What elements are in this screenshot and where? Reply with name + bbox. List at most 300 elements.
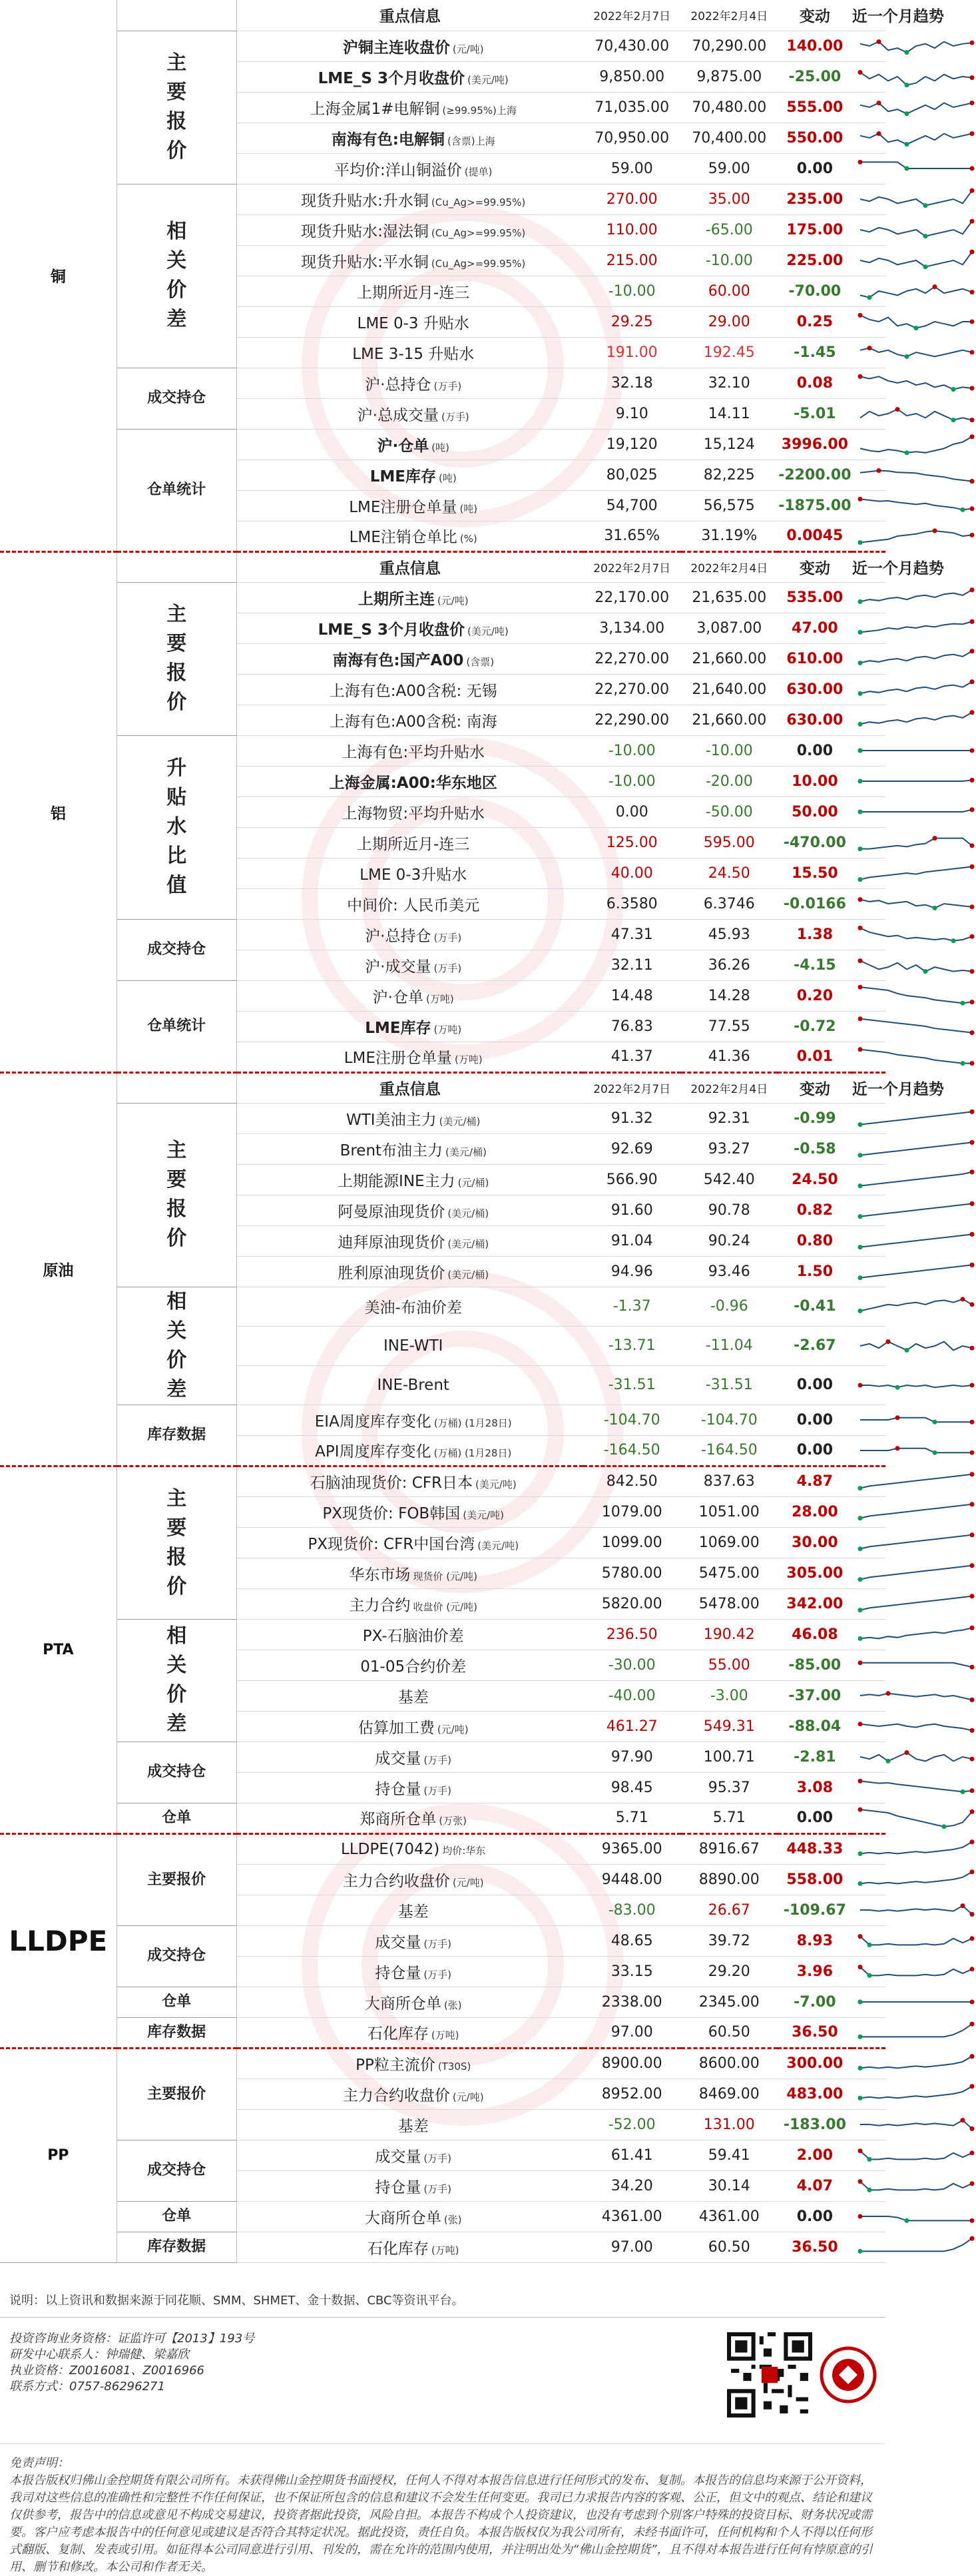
row-label [236,1925,583,1956]
change-value: 175.00 [778,214,852,245]
trend-cell [852,1680,885,1711]
header-date-2: 2022年2月4日 [681,0,778,31]
change-value: 342.00 [778,1588,852,1619]
data-row [0,368,885,398]
value-date-2: 4361.00 [681,2201,778,2232]
trend-high-marker [857,1722,862,1726]
trend-line [860,621,972,632]
group-name [117,1287,236,1405]
trend-line [860,2056,972,2068]
trend-line [860,437,972,453]
trend-sparkline [856,1652,976,1678]
value-date-2: 39.72 [681,1925,778,1956]
trend-low-marker [857,2065,862,2070]
row-label [236,1164,583,1195]
value-date-2: 59.00 [681,153,778,184]
trend-cell [852,1466,885,1496]
trend-last-marker [969,807,974,812]
value-date-2: 29.00 [681,306,778,337]
group-name-char: 报 [166,1197,187,1221]
trend-last-marker [969,934,974,939]
value-date-1: 6.3580 [583,888,681,919]
trend-last-marker [969,778,974,783]
row-label-name: WTI美油主力 [346,1111,437,1129]
trend-low-marker [904,1347,909,1352]
change-value: 0.00 [778,153,852,184]
row-label-name: 现货升贴水:升水铜 [301,192,429,210]
data-row [0,2140,885,2170]
row-label-unit: (万吨) [431,2244,459,2256]
row-label [236,61,583,92]
trend-high-marker [960,2118,965,2122]
row-label-name: 南海有色:国产A00 [332,651,464,669]
value-date-2: -104.70 [681,1405,778,1435]
trend-last-marker [969,1169,974,1174]
row-label-name: LME_S 3个月收盘价 [318,621,465,639]
trend-low-marker [857,661,862,665]
trend-cell [852,1225,885,1256]
row-label-unit: (万吨) [431,2029,459,2041]
trend-low-marker [857,630,862,635]
row-label-name: 华东市场 [349,1566,411,1584]
value-date-1: 3,134.00 [583,613,681,643]
trend-low-marker [857,1881,862,1886]
change-value: -2.67 [778,1326,852,1365]
value-date-2: 15,124 [681,429,778,460]
trend-line [860,1203,972,1216]
trend-low-marker [857,749,862,753]
trend-sparkline [856,860,976,886]
trend-low-marker [857,691,862,696]
row-label-unit: (张) [443,1999,462,2011]
trend-high-marker [857,497,862,501]
change-value: 10.00 [778,766,852,797]
value-date-1: 9,850.00 [583,61,681,92]
trend-cell [852,1326,885,1365]
trend-last-marker [969,587,974,592]
row-label [236,1133,583,1164]
value-date-2: 60.00 [681,276,778,306]
trend-sparkline [856,1958,976,1985]
row-label-name: 迪拜原油现货价 [338,1233,445,1251]
row-label-name: INE-WTI [383,1337,443,1355]
trend-low-marker [857,2096,862,2100]
row-label-unit: (万手) [441,410,469,423]
value-date-1: -83.00 [583,1895,681,1925]
value-date-2: -10.00 [681,245,778,276]
row-label-name: 上海物贸:平均升贴水 [342,805,485,822]
trend-sparkline [856,645,976,672]
group-name [117,1103,236,1287]
trend-sparkline [856,707,976,733]
value-date-1: 5780.00 [583,1558,681,1588]
change-value: 558.00 [778,1864,852,1895]
value-date-2: -31.51 [681,1365,778,1405]
row-label [236,1650,583,1680]
value-date-1: -13.71 [583,1326,681,1365]
change-value: -183.00 [778,2109,852,2140]
trend-last-marker [969,1698,974,1702]
trend-last-marker [969,1061,974,1066]
row-label [236,306,583,337]
header-name: 重点信息 [236,551,583,582]
data-row [0,1287,885,1326]
data-row [0,1619,885,1650]
header-date-2: 2022年2月4日 [681,551,778,582]
value-date-2: 93.27 [681,1133,778,1164]
row-label [236,1742,583,1772]
trend-line [860,1142,972,1155]
section-name: 原油 [0,1072,117,1466]
row-label [236,888,583,919]
trend-cell [852,1527,885,1558]
change-value: 15.50 [778,858,852,888]
change-value: -1.45 [778,337,852,368]
row-label-name: PX-石脑油价差 [362,1627,464,1645]
group-name-char: 价 [166,1348,187,1372]
group-name [117,31,236,184]
trend-low-marker [885,1759,890,1764]
row-label-name: API周度库存变化 [315,1443,431,1460]
value-date-1: 41.37 [583,1042,681,1072]
trend-sparkline [856,1744,976,1770]
row-label-unit: (含票)上海 [447,135,495,147]
row-label [236,1711,583,1742]
row-label [236,1956,583,1987]
value-date-2: 36.26 [681,950,778,980]
row-label [236,1103,583,1133]
trend-sparkline [856,1166,976,1193]
row-label-name: LME注册仓单量 [349,498,457,516]
trend-low-marker [960,1061,965,1066]
value-date-1: 14.48 [583,980,681,1011]
trend-low-marker [857,1122,862,1127]
row-label-unit: (≥99.95%)上海 [442,104,517,117]
change-value: 610.00 [778,643,852,674]
value-date-2: 92.31 [681,1103,778,1133]
row-label-name: 上期所主连 [358,590,435,608]
trend-high-marker [960,1903,965,1908]
row-label [236,123,583,153]
trend-line [860,1937,972,1945]
group-name-char: 价 [166,1683,187,1706]
trend-cell [852,1833,885,1864]
trend-cell [852,1365,885,1405]
row-label-name: 上期所近月-连三 [357,284,470,302]
value-date-2: 595.00 [681,827,778,858]
row-label [236,766,583,797]
row-label-name: PX现货价: CFR中国台湾 [308,1535,475,1553]
value-date-1: 22,270.00 [583,643,681,674]
trend-last-marker [969,1000,974,1004]
trend-low-marker [857,779,862,784]
trend-cell [852,1772,885,1803]
value-date-2: 60.50 [681,2017,778,2048]
trend-cell [852,797,885,827]
value-date-1: 97.00 [583,2017,681,2048]
group-name: 主要报价 [117,1833,236,1925]
row-label-unit: (万手) [423,1754,452,1766]
row-label [236,705,583,735]
row-label-name: 沪·仓单 [377,437,429,455]
value-date-2: 8916.67 [681,1833,778,1864]
row-label-unit: (吨) [438,472,457,484]
trend-low-marker [867,1973,871,1978]
value-date-1: 29.25 [583,306,681,337]
trend-sparkline [856,615,976,641]
trend-high-marker [857,160,862,164]
row-label [236,1011,583,1042]
trend-sparkline [856,1258,976,1285]
row-label [236,2109,583,2140]
value-date-1: 34.20 [583,2170,681,2201]
trend-low-marker [867,295,871,300]
row-label-name: 石化库存 [367,2240,429,2258]
trend-line [860,1694,972,1700]
row-label [236,1326,583,1365]
trend-sparkline [856,2051,976,2077]
trend-last-marker [969,386,974,391]
trend-line [860,410,972,420]
value-date-2: -20.00 [681,766,778,797]
section-name: PTA [0,1466,117,1833]
change-value: 0.00 [778,2201,852,2232]
group-name-char: 主 [166,603,187,626]
trend-sparkline [856,1333,976,1359]
trend-cell [852,827,885,858]
change-value: 0.00 [778,735,852,766]
trend-high-marker [904,1750,909,1755]
change-value: 0.00 [778,1435,852,1466]
trend-sparkline [856,1989,976,2015]
data-row [0,2201,885,2232]
trend-cell [852,184,885,214]
row-label-unit: (万吨) [433,1023,462,1036]
trend-high-marker [932,836,937,840]
row-label-name: 平均价:洋山铜溢价 [334,161,462,179]
row-label [236,276,583,306]
trend-high-marker [857,374,862,379]
data-row [0,429,885,460]
group-name [117,184,236,368]
row-label [236,245,583,276]
trend-cell [852,490,885,521]
trend-cell [852,123,885,153]
trend-low-marker [857,1636,862,1641]
trend-last-marker [969,749,974,753]
change-value: -0.41 [778,1287,852,1326]
trend-line [860,1265,972,1277]
trend-line [860,499,972,509]
trend-cell [852,1405,885,1435]
trend-cell [852,1195,885,1225]
value-date-1: 22,290.00 [583,705,681,735]
trend-high-marker [932,528,937,533]
value-date-2: 24.50 [681,858,778,888]
trend-line [860,1049,972,1063]
row-label [236,1225,583,1256]
trend-cell [852,858,885,888]
row-label-name: 01-05合约价差 [360,1658,467,1676]
row-label-name: 沪·仓单 [372,988,423,1006]
change-value: 305.00 [778,1558,852,1588]
trend-last-marker [969,1472,974,1476]
trend-line [860,1872,972,1884]
trend-sparkline [856,94,976,121]
value-date-2: 31.19% [681,521,778,551]
trend-last-marker [969,1839,974,1844]
change-value: -0.58 [778,1133,852,1164]
trend-low-marker [913,326,918,330]
trend-last-marker [969,649,974,653]
research-contact: 研发中心联系人：钟瑞健、梁嘉欣 [9,2348,189,2362]
trend-low-marker [857,2249,862,2254]
trend-cell [852,1435,885,1466]
value-date-1: -1.37 [583,1287,681,1326]
trend-sparkline [856,1468,976,1495]
value-date-2: 5478.00 [681,1588,778,1619]
disclaimer-title: 免责声明： [9,2456,69,2470]
value-date-2: 93.46 [681,1256,778,1287]
trend-last-marker [969,290,974,294]
trend-cell [852,1864,885,1895]
trend-line [860,900,972,908]
value-date-2: 21,640.00 [681,674,778,705]
value-date-2: 8890.00 [681,1864,778,1895]
change-value: 0.25 [778,306,852,337]
row-label-unit: (元/吨) [452,2091,484,2103]
change-value: 0.20 [778,980,852,1011]
trend-cell [852,950,885,980]
trend-sparkline [856,1044,976,1070]
change-value: 30.00 [778,1527,852,1558]
trend-sparkline [856,1897,976,1923]
trend-last-marker [969,479,974,483]
row-label-unit: (美元/桶) [447,1237,489,1250]
trend-last-marker [969,1110,974,1114]
change-value: 0.82 [778,1195,852,1225]
change-value: 4.87 [778,1466,852,1496]
trend-cell [852,306,885,337]
value-date-1: -52.00 [583,2109,681,2140]
trend-line [860,590,972,602]
trend-last-marker [969,2236,974,2241]
row-label-name: 沪铜主连收盘价 [342,39,450,57]
value-date-1: 9.10 [583,398,681,429]
trend-last-marker [969,188,974,193]
trend-cell [852,2170,885,2201]
section-name: LLDPE [0,1833,117,2048]
trend-high-marker [867,346,871,350]
trend-high-marker [932,284,937,289]
row-label-name: 沪·总持仓 [365,927,431,945]
trend-cell [852,1588,885,1619]
group-name-char: 报 [166,1545,187,1569]
row-label [236,2017,583,2048]
value-date-1: 54,700 [583,490,681,521]
value-date-2: 5.71 [681,1803,778,1833]
value-date-1: 32.18 [583,368,681,398]
data-row [0,1987,885,2017]
value-date-2: -50.00 [681,797,778,827]
trend-cell [852,92,885,123]
trend-cell [852,766,885,797]
trend-sparkline [856,431,976,458]
trend-line [860,1418,972,1422]
header-trend: 近一个月趋势 [852,0,885,31]
row-label-unit: (万手) [423,1784,452,1797]
trend-last-marker [969,320,974,324]
row-label [236,1256,583,1287]
header-blank [117,0,236,31]
trend-low-marker [904,354,909,359]
row-label-name: INE-Brent [377,1376,449,1394]
value-date-2: 35.00 [681,184,778,214]
trend-last-marker [969,864,974,869]
value-date-2: 60.50 [681,2232,778,2262]
trend-sparkline [856,370,976,396]
group-name [117,1619,236,1742]
trend-line [860,2120,972,2129]
trend-cell [852,1558,885,1588]
trend-sparkline [856,523,976,549]
change-value: 483.00 [778,2079,852,2109]
trend-low-marker [857,877,862,882]
trend-cell [852,2232,885,2262]
value-date-1: 98.45 [583,1772,681,1803]
company-seal [819,2346,877,2404]
trend-high-marker [857,2179,862,2184]
row-label [236,2048,583,2079]
trend-last-marker [969,1450,974,1454]
row-label-unit: (万手) [433,380,462,392]
trend-cell [852,460,885,490]
data-row [0,2017,885,2048]
value-date-2: 30.14 [681,2170,778,2201]
section-name: 铜 [0,0,117,551]
row-label-name: 上海有色:平均升贴水 [342,743,485,761]
row-label-unit: (美元/吨) [477,1539,519,1552]
trend-last-marker [969,101,974,105]
group-name: 主要报价 [117,2048,236,2140]
trend-sparkline [856,1560,976,1586]
trend-last-marker [969,1383,974,1387]
data-row [0,1742,885,1772]
trend-cell [852,2201,885,2232]
row-label [236,2232,583,2262]
group-name: 仓单统计 [117,429,236,551]
trend-high-marker [885,1691,890,1696]
trend-cell [852,1803,885,1833]
group-name: 仓单 [117,1987,236,2017]
trend-cell [852,245,885,276]
trend-line [860,2151,972,2160]
trend-last-marker [969,1869,974,1874]
row-label-name: 上海有色:A00含税: 无锡 [329,682,497,700]
trend-low-marker [857,1153,862,1157]
header-date-1: 2022年2月7日 [583,551,681,582]
group-name-char: 价 [166,139,187,162]
trend-line [860,713,972,725]
value-date-1: -104.70 [583,1405,681,1435]
data-row [0,2048,885,2079]
row-label-unit: 收盘价 (元/吨) [413,1600,477,1613]
row-label-unit: (元/吨) [437,1723,469,1736]
trend-cell [852,1496,885,1527]
trend-high-marker [857,958,862,963]
value-date-1: 76.83 [583,1011,681,1042]
value-date-1: 9365.00 [583,1833,681,1864]
